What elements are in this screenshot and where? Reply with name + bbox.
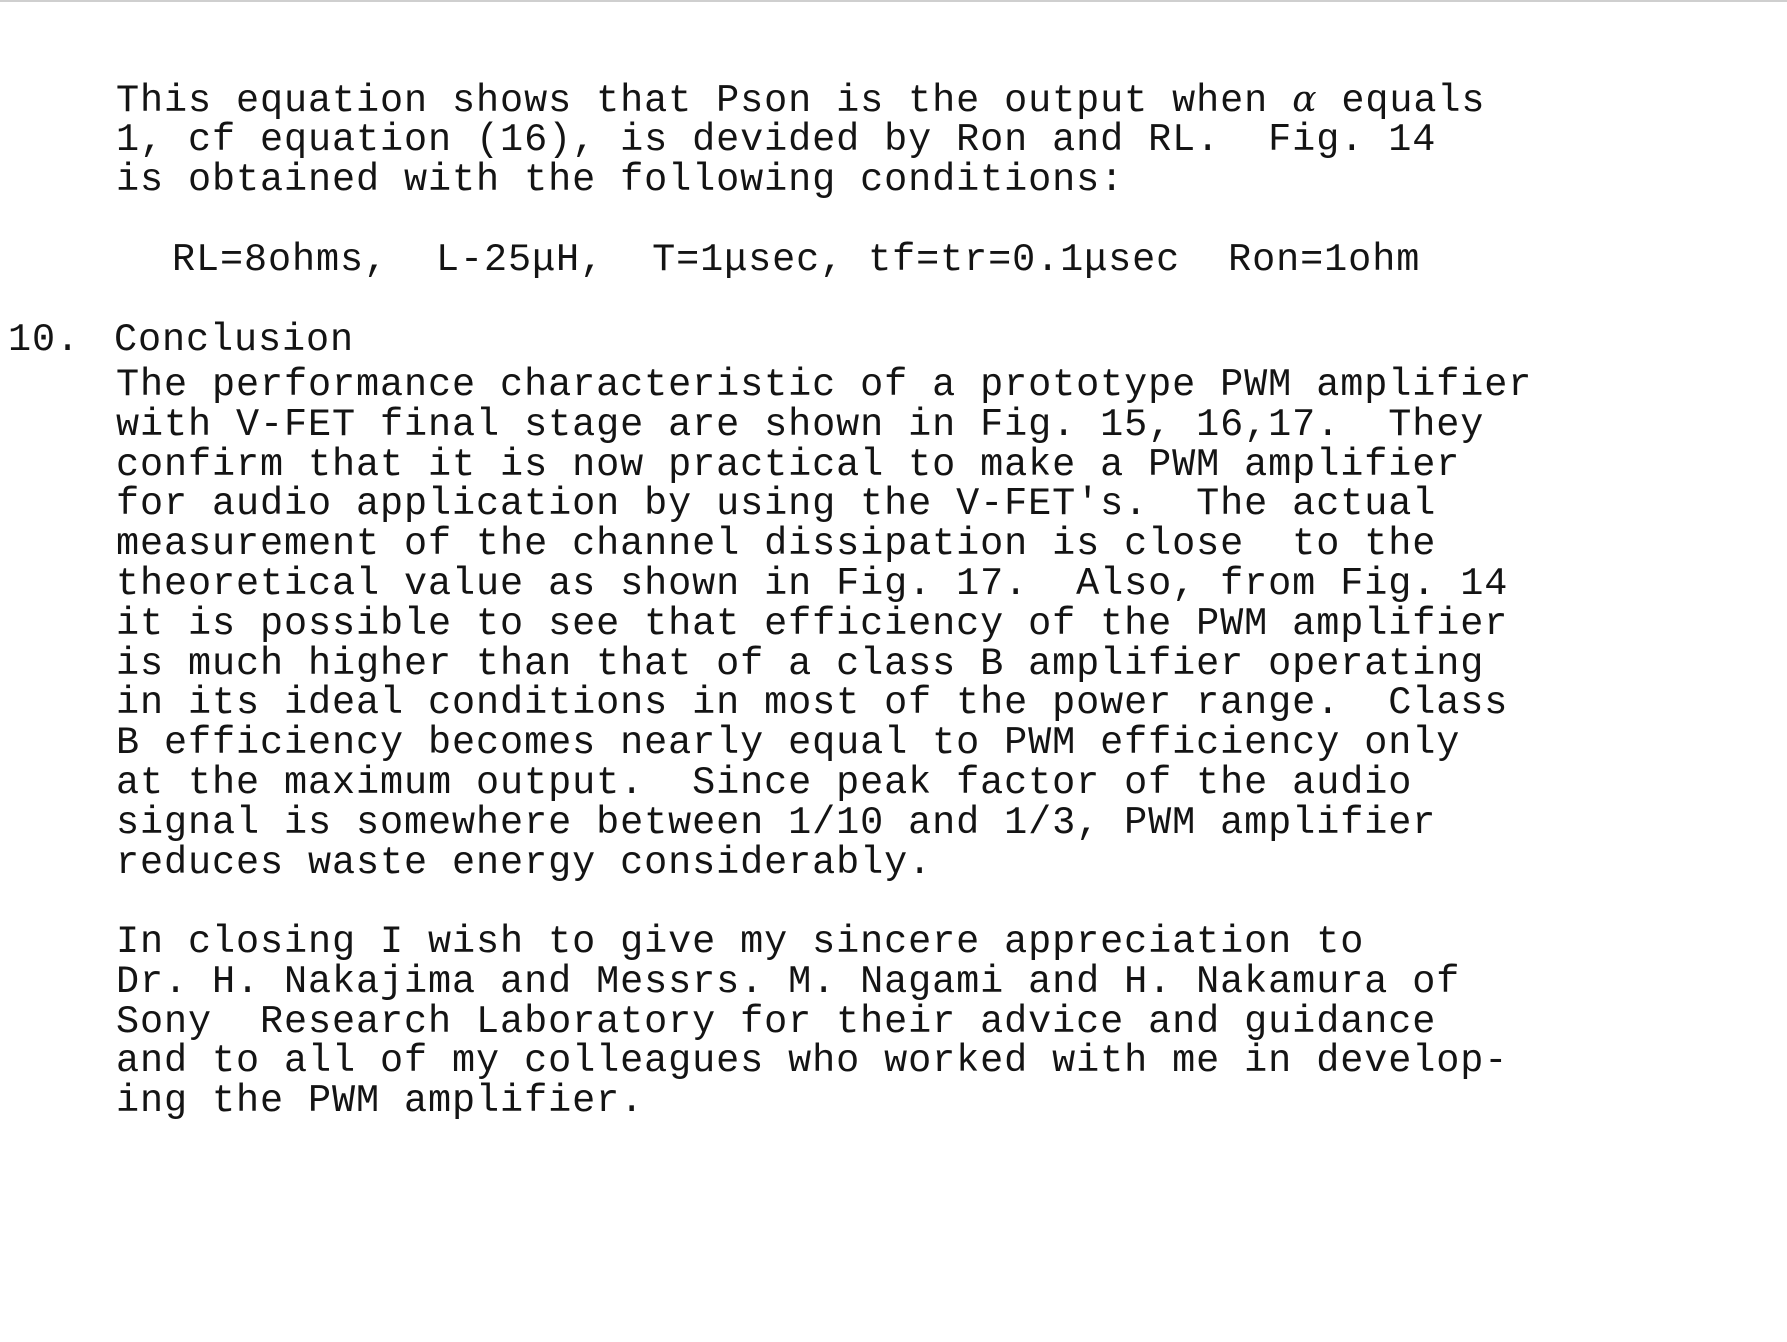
conditions-line: RL=8ohms, L-25μH, T=1μsec, tf=tr=0.1μsec Ron=1ohm bbox=[172, 238, 1421, 282]
conclusion-line: with V-FET final stage are shown in Fig. 15, 16,17. They bbox=[116, 402, 1485, 447]
intro-line-1 bbox=[116, 78, 1485, 123]
conclusion-line: for audio application by using the V-FET's. The actual bbox=[116, 482, 1437, 527]
conclusion-line: in its ideal conditions in most of the power range. Class bbox=[116, 681, 1509, 726]
section-title: Conclusion bbox=[114, 318, 355, 362]
conclusion-line: theoretical value as shown in Fig. 17. Also, from Fig. 14 bbox=[116, 562, 1509, 606]
intro-line-1-text: This equation shows that Pson is the output when bbox=[116, 79, 1293, 123]
conclusion-line: signal is somewhere between 1/10 and 1/3, PWM amplifier bbox=[116, 800, 1437, 845]
top-border-line bbox=[0, 0, 1787, 2]
section-number: 10. bbox=[8, 318, 81, 362]
acknowledgement-line: In closing I wish to give my sincere appreciation to bbox=[116, 920, 1365, 964]
acknowledgement-line: Sony Research Laboratory for their advice and guidance bbox=[116, 999, 1437, 1044]
acknowledgement-line: and to all of my colleagues who worked with me in develop- bbox=[116, 1039, 1509, 1084]
acknowledgement-line: Dr. H. Nakajima and Messrs. M. Nagami and H. Nakamura of bbox=[116, 959, 1461, 1004]
intro-line-2: 1, cf equation (16), is devided by Ron and RL. Fig. 14 bbox=[116, 118, 1437, 162]
intro-line-1-tail: equals bbox=[1317, 79, 1486, 123]
intro-line-3: is obtained with the following conditions: bbox=[116, 158, 1125, 202]
conclusion-line: confirm that it is now practical to make a PWM amplifier bbox=[116, 442, 1461, 487]
acknowledgement-line: ing the PWM amplifier. bbox=[116, 1079, 645, 1124]
conclusion-line: The performance characteristic of a prototype PWM amplifier bbox=[116, 363, 1533, 407]
conclusion-line: it is possible to see that efficiency of the PWM amplifier bbox=[116, 601, 1509, 646]
conclusion-line: is much higher than that of a class B amplifier operating bbox=[116, 641, 1485, 686]
conclusion-line: at the maximum output. Since peak factor of the audio bbox=[116, 761, 1413, 805]
conclusion-line: reduces waste energy considerably. bbox=[116, 840, 933, 885]
conclusion-line: B efficiency becomes nearly equal to PWM efficiency only bbox=[116, 721, 1461, 766]
conclusion-line: measurement of the channel dissipation is close to the bbox=[116, 522, 1437, 567]
alpha-symbol: α bbox=[1292, 79, 1318, 120]
